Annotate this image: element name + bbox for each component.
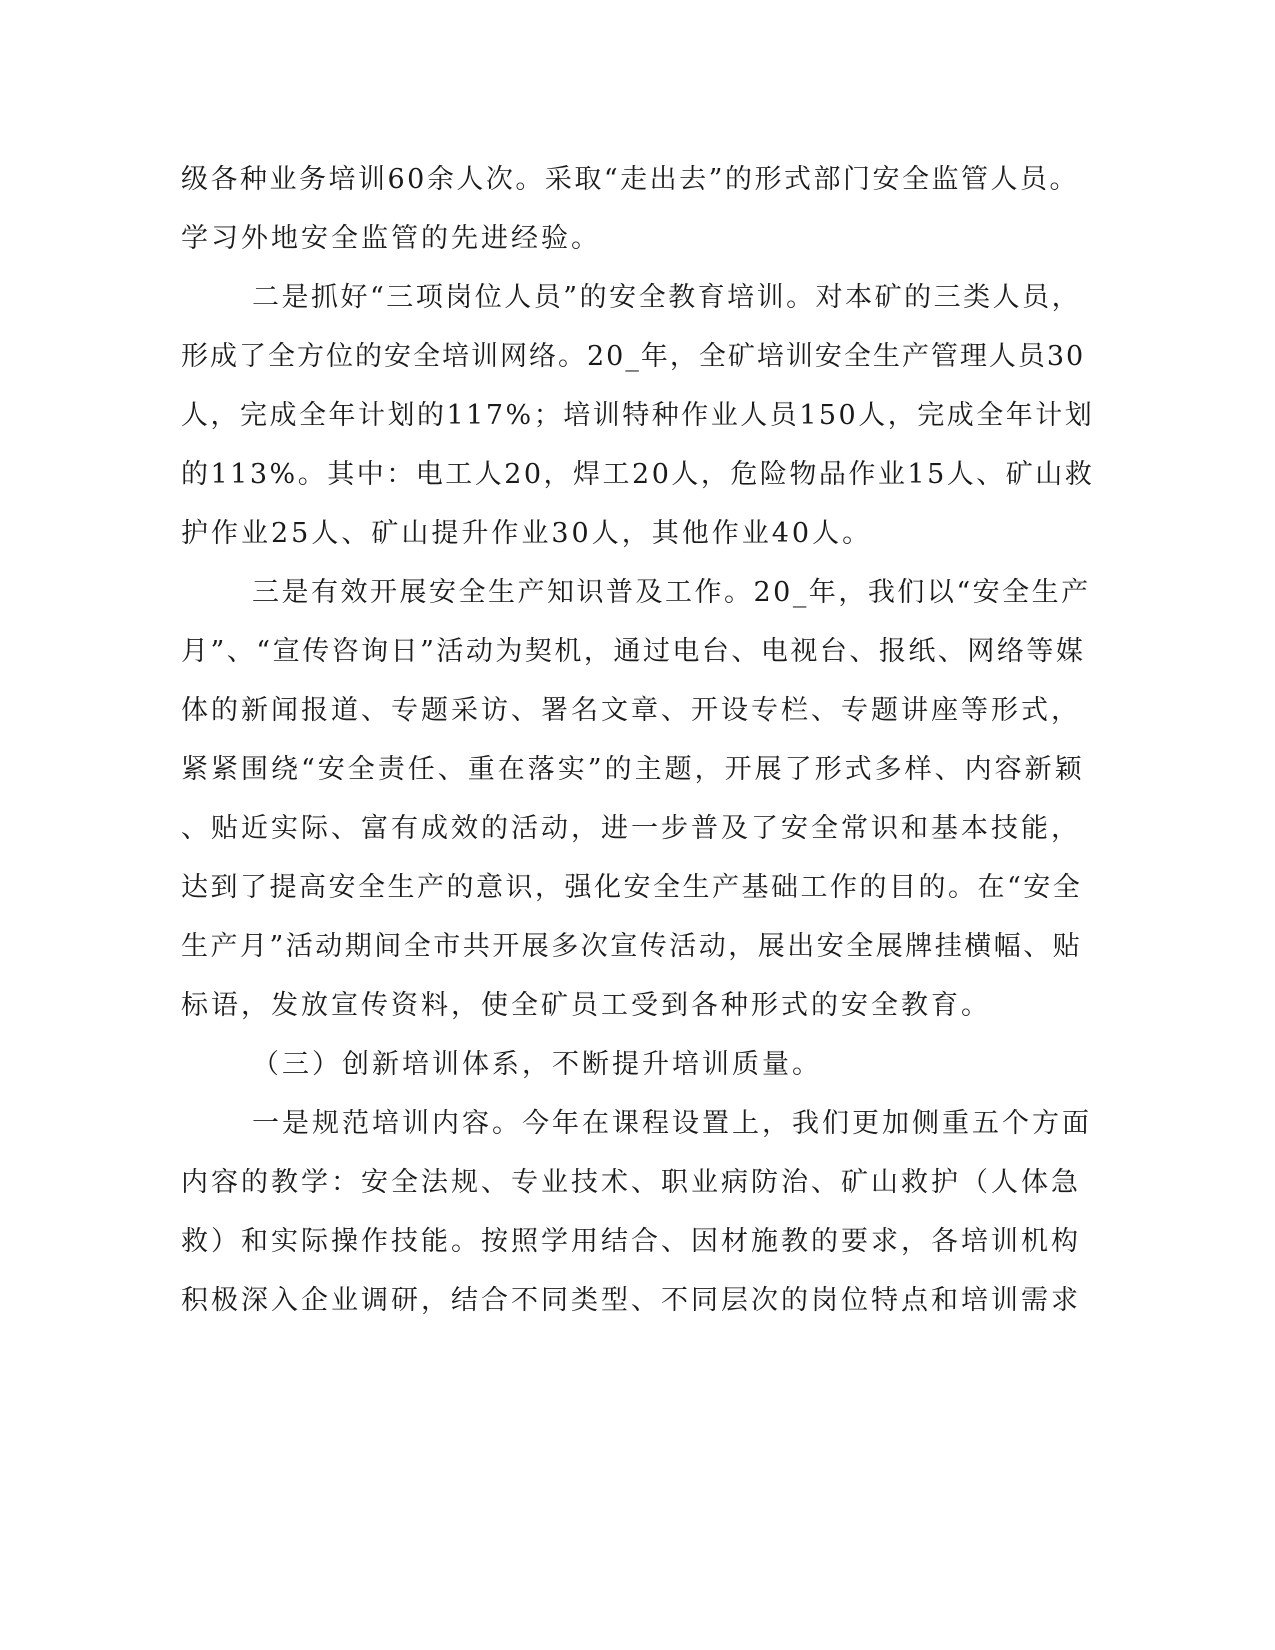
text-line: 达到了提高安全生产的意识，强化安全生产基础工作的目的。在“安全 [181, 872, 1083, 903]
paragraph-start-line: 一是规范培训内容。今年在课程设置上，我们更加侧重五个方面 [252, 1108, 1092, 1139]
text-line: 人，完成全年计划的117%；培训特种作业人员150人，完成全年计划 [181, 400, 1095, 431]
text-line: 护作业25人、矿山提升作业30人，其他作业40人。 [181, 518, 873, 549]
text-line: 紧紧围绕“安全责任、重在落实”的主题，开展了形式多样、内容新颖 [181, 754, 1085, 785]
text-line: 形成了全方位的安全培训网络。20_年，全矿培训安全生产管理人员30 [181, 341, 1086, 372]
text-line: 学习外地安全监管的先进经验。 [181, 223, 601, 254]
text-line: 、贴近实际、富有成效的活动，进一步普及了安全常识和基本技能， [181, 813, 1081, 844]
text-line: 救）和实际操作技能。按照学用结合、因材施教的要求，各培训机构 [181, 1226, 1081, 1257]
text-line: 积极深入企业调研，结合不同类型、不同层次的岗位特点和培训需求 [181, 1285, 1081, 1316]
paragraph-start-line: 三是有效开展安全生产知识普及工作。20_年，我们以“安全生产 [252, 577, 1091, 608]
section-heading: （三）创新培训体系，不断提升培训质量。 [252, 1049, 822, 1080]
text-line: 月”、“宣传咨询日”活动为契机，通过电台、电视台、报纸、网络等媒 [181, 636, 1086, 667]
text-line: 体的新闻报道、专题采访、署名文章、开设专栏、专题讲座等形式， [181, 695, 1081, 726]
text-line: 标语，发放宣传资料，使全矿员工受到各种形式的安全教育。 [181, 990, 991, 1021]
paragraph-start-line: 二是抓好“三项岗位人员”的安全教育培训。对本矿的三类人员， [252, 282, 1082, 313]
text-line: 级各种业务培训60余人次。采取“走出去”的形式部门安全监管人员。 [181, 164, 1079, 195]
text-line: 内容的教学：安全法规、专业技术、职业病防治、矿山救护（人体急 [181, 1167, 1081, 1198]
text-line: 生产月”活动期间全市共开展多次宣传活动，展出安全展牌挂横幅、贴 [181, 931, 1083, 962]
text-line: 的113%。其中：电工人20，焊工20人，危险物品作业15人、矿山救 [181, 459, 1095, 490]
